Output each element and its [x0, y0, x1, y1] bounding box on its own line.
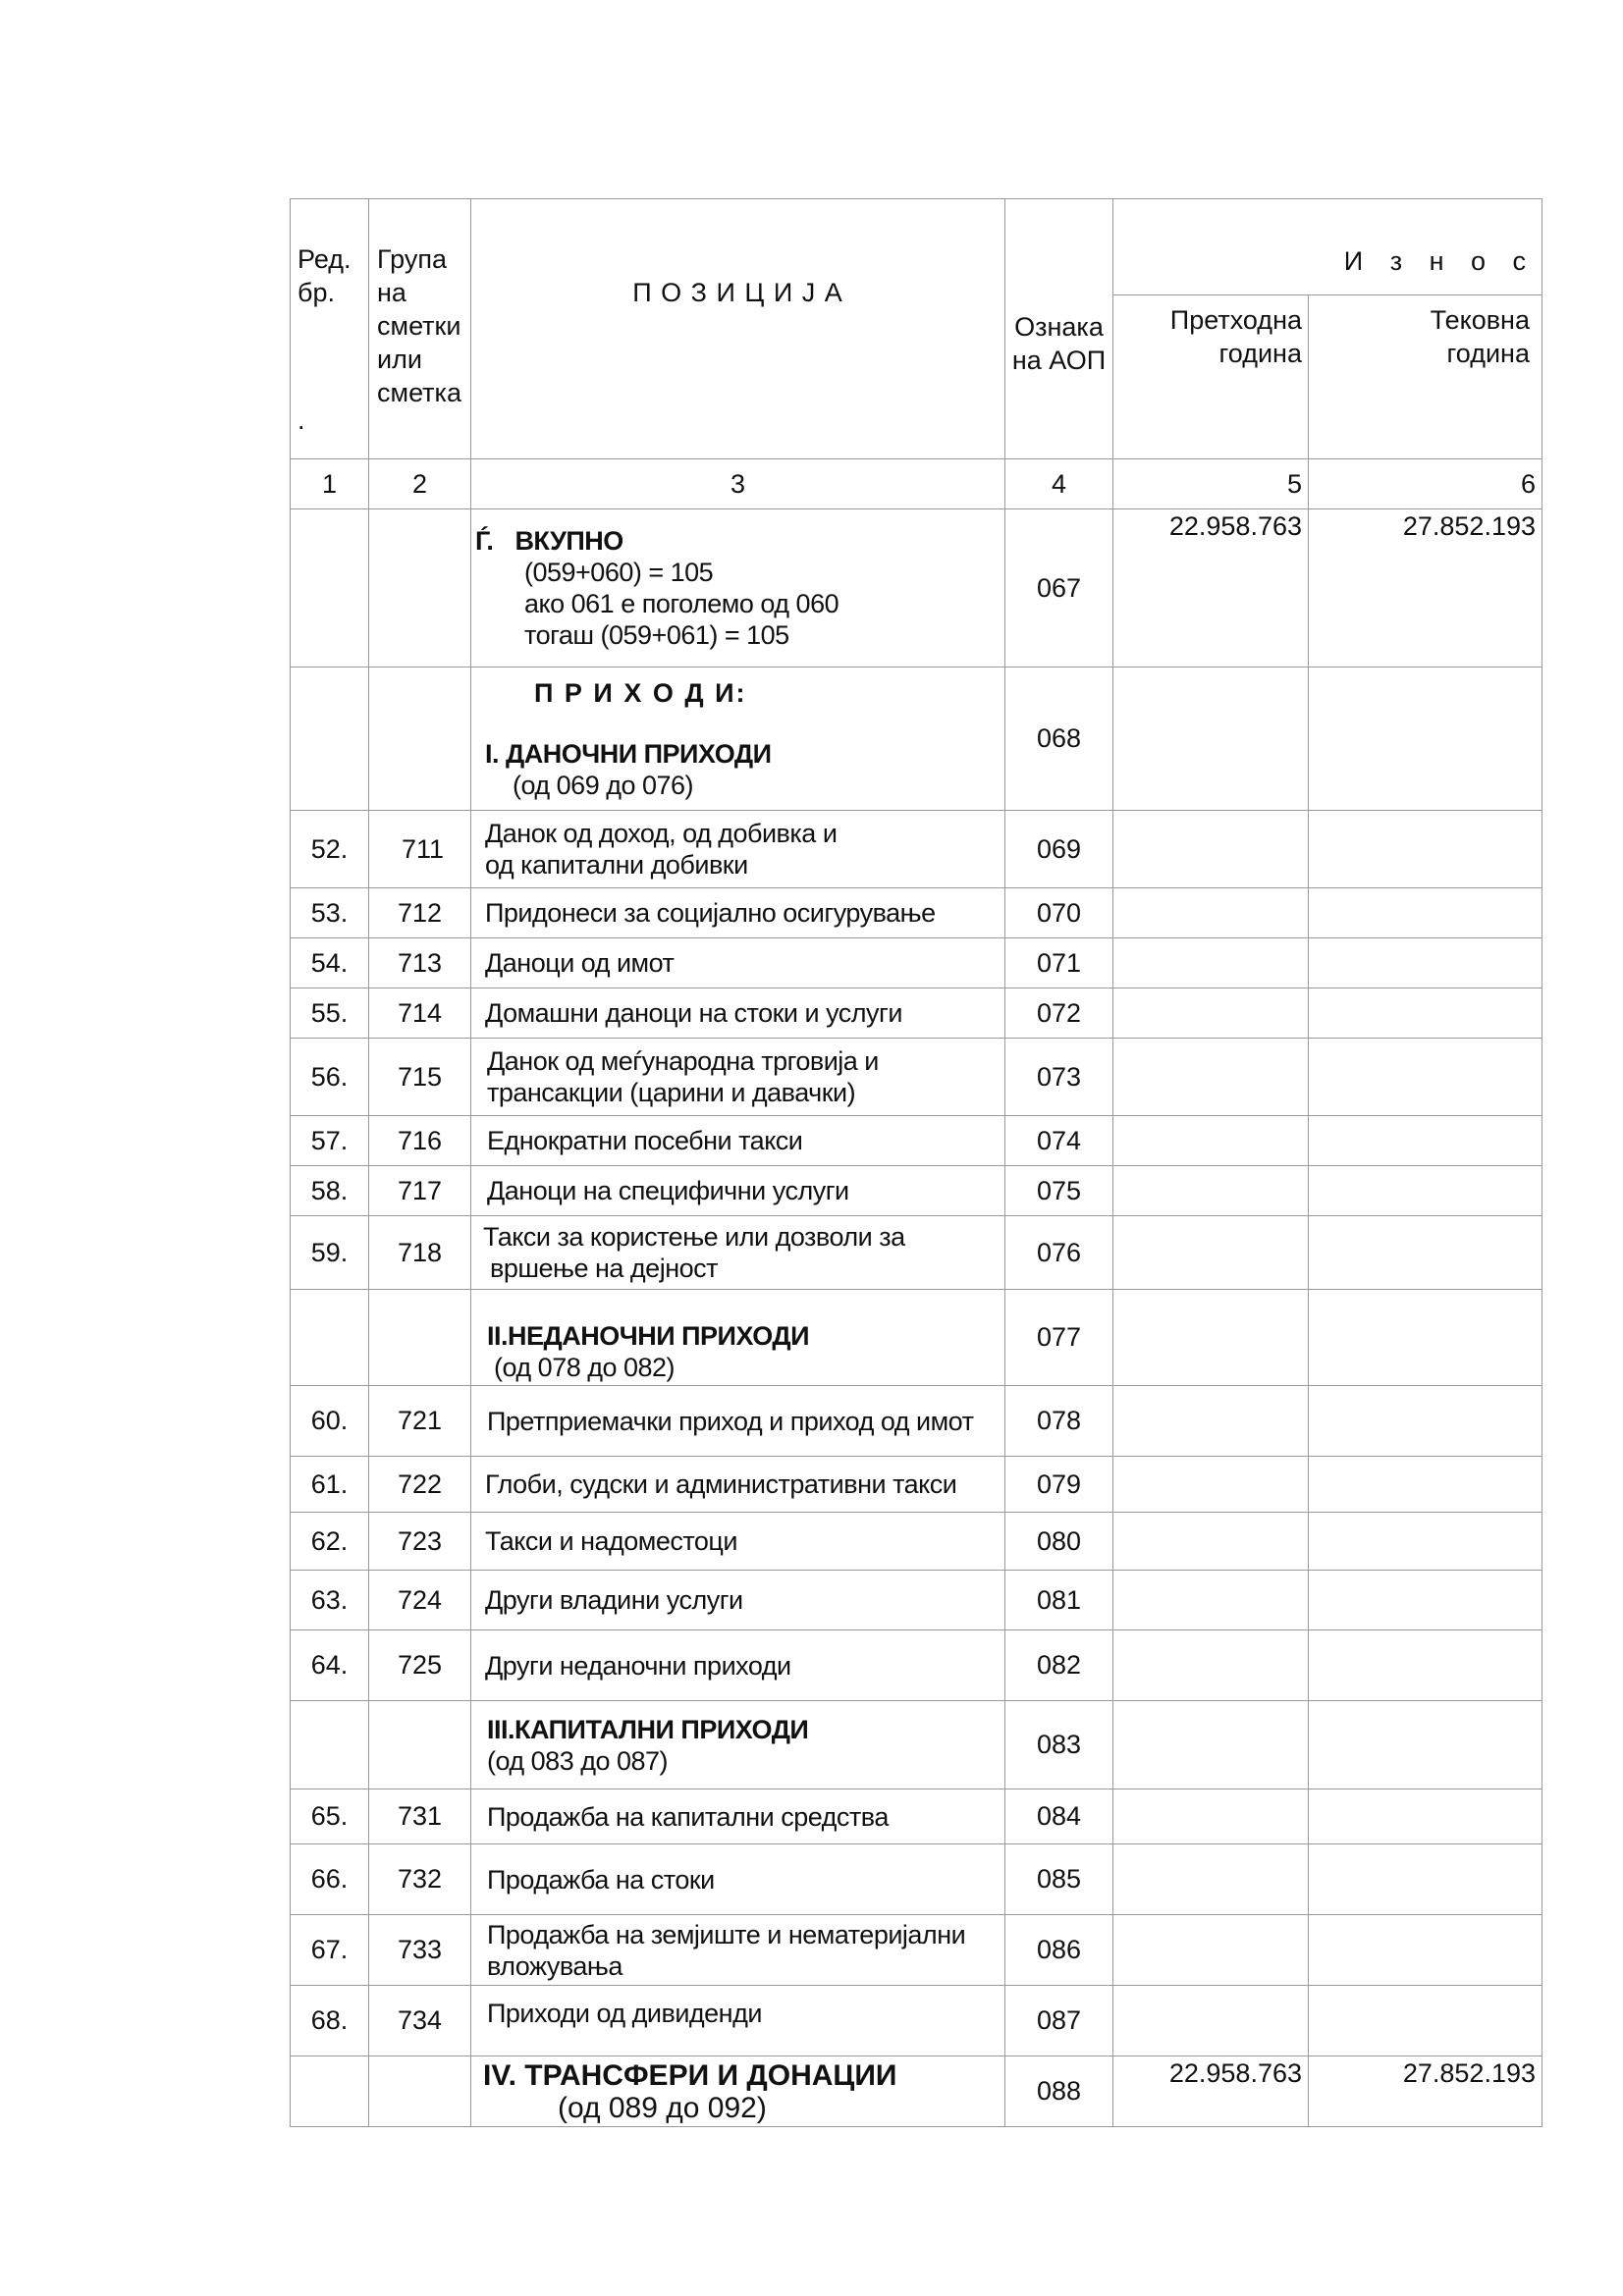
row-curr-amount: [1309, 1915, 1542, 1986]
header-prethodna: [1113, 295, 1309, 459]
row-prev-amount: 22.958.763: [1113, 2056, 1309, 2127]
row-acct: [369, 509, 471, 667]
row-aop: 079: [1005, 1457, 1113, 1513]
row-prev-amount: [1113, 667, 1309, 811]
total-line: ако 061 е поголемо од 060: [524, 589, 839, 618]
row-position: Глоби, судски и административни такси: [471, 1457, 1005, 1513]
row-position-line: вршење на дејност: [483, 1254, 718, 1283]
row-acct: 732: [369, 1844, 471, 1915]
row-no: 64.: [291, 1630, 369, 1701]
table-row: [291, 667, 1542, 811]
table-row: [291, 1116, 1542, 1166]
row-position: [471, 2056, 1005, 2127]
row-aop: 084: [1005, 1789, 1113, 1844]
row-acct: 731: [369, 1789, 471, 1844]
col-num: 1: [291, 459, 369, 509]
row-no: [291, 1290, 369, 1386]
row-acct: 716: [369, 1116, 471, 1166]
row-acct: 734: [369, 1986, 471, 2056]
row-position-line: Продажба на земјиште и нематеријални: [487, 1919, 966, 1949]
row-prev-amount: [1113, 1386, 1309, 1457]
header-red-br-dot: .: [298, 405, 305, 435]
row-position: Продажба на стоки: [471, 1844, 1005, 1915]
row-acct: 713: [369, 938, 471, 988]
section-title: III.КАПИТАЛНИ ПРИХОДИ: [487, 1714, 809, 1744]
row-aop: 087: [1005, 1986, 1113, 2056]
row-aop: 069: [1005, 811, 1113, 888]
row-aop: 071: [1005, 938, 1113, 988]
row-position: Претприемачки приход и приход од имот: [471, 1386, 1005, 1457]
row-no: 55.: [291, 988, 369, 1039]
row-position: Такси и надоместоци: [471, 1513, 1005, 1571]
total-letter: Ѓ.: [475, 526, 494, 556]
row-aop: 088: [1005, 2056, 1113, 2127]
row-no: 61.: [291, 1457, 369, 1513]
row-prev-amount: [1113, 1789, 1309, 1844]
row-acct: 725: [369, 1630, 471, 1701]
col-num: 3: [471, 459, 1005, 509]
row-curr-amount: [1309, 1457, 1542, 1513]
table-row: [291, 1457, 1542, 1513]
row-no: [291, 509, 369, 667]
row-curr-amount: [1309, 1039, 1542, 1116]
row-acct: 724: [369, 1571, 471, 1630]
row-acct: [369, 1701, 471, 1789]
header-grupa-line: сметки: [377, 311, 461, 341]
row-no: 53.: [291, 888, 369, 938]
section-title: I. ДАНОЧНИ ПРИХОДИ: [485, 738, 772, 769]
table-row: [291, 1789, 1542, 1844]
row-curr-amount: [1309, 667, 1542, 811]
row-prev-amount: [1113, 1915, 1309, 1986]
row-aop: 067: [1005, 509, 1113, 667]
header-grupa-line: сметка: [377, 378, 461, 407]
row-aop: 070: [1005, 888, 1113, 938]
row-prev-amount: 22.958.763: [1113, 509, 1309, 667]
row-no: 66.: [291, 1844, 369, 1915]
row-position: [471, 1915, 1005, 1986]
row-acct: [369, 2056, 471, 2127]
total-title: ВКУПНО: [514, 526, 623, 556]
row-no: 67.: [291, 1915, 369, 1986]
col-num: 4: [1005, 459, 1113, 509]
header-oznaka-line: Ознака: [1014, 312, 1104, 342]
table-row: [291, 1915, 1542, 1986]
row-curr-amount: [1309, 1571, 1542, 1630]
table-row: [291, 1630, 1542, 1701]
row-position: Продажба на капитални средства: [471, 1789, 1005, 1844]
row-acct: 722: [369, 1457, 471, 1513]
row-aop: 085: [1005, 1844, 1113, 1915]
row-position: Придонеси за социјално осигурување: [471, 888, 1005, 938]
row-position-line: трансакции (царини и давачки): [487, 1078, 856, 1107]
row-prev-amount: [1113, 1166, 1309, 1216]
table-row: [291, 2056, 1542, 2127]
table-row: [291, 888, 1542, 938]
row-acct: [369, 667, 471, 811]
row-curr-amount: [1309, 888, 1542, 938]
header-tekovna-line: година: [1446, 339, 1530, 368]
table-row: [291, 938, 1542, 988]
row-aop: 072: [1005, 988, 1113, 1039]
row-aop: 073: [1005, 1039, 1113, 1116]
col-num: 5: [1113, 459, 1309, 509]
row-curr-amount: [1309, 1386, 1542, 1457]
header-tekovna: [1309, 295, 1542, 459]
row-acct: 723: [369, 1513, 471, 1571]
row-position: Други неданочни приходи: [471, 1630, 1005, 1701]
row-no: 57.: [291, 1116, 369, 1166]
row-position: Приходи од дивиденди: [471, 1986, 1005, 2056]
row-prev-amount: [1113, 1701, 1309, 1789]
row-position-line: од капитални добивки: [485, 850, 748, 880]
row-curr-amount: [1309, 988, 1542, 1039]
row-prev-amount: [1113, 1513, 1309, 1571]
col-num: 2: [369, 459, 471, 509]
row-aop: 076: [1005, 1216, 1113, 1290]
row-acct: 718: [369, 1216, 471, 1290]
row-prev-amount: [1113, 888, 1309, 938]
header-tekovna-line: Тековна: [1430, 305, 1530, 335]
table-row: [291, 1386, 1542, 1457]
header-grupa-line: на: [377, 278, 406, 307]
table-row: [291, 1844, 1542, 1915]
section-range: (од 069 до 076): [513, 770, 694, 800]
row-no: 68.: [291, 1986, 369, 2056]
section-range: (од 083 до 087): [487, 1745, 669, 1776]
row-acct: [369, 1290, 471, 1386]
header-prethodna-line: Претходна: [1169, 305, 1302, 335]
section-heading: П Р И Х О Д И:: [534, 677, 747, 708]
row-aop: 078: [1005, 1386, 1113, 1457]
row-prev-amount: [1113, 1039, 1309, 1116]
row-acct: 733: [369, 1915, 471, 1986]
row-no: [291, 2056, 369, 2127]
row-no: 62.: [291, 1513, 369, 1571]
section-title: II.НЕДАНОЧНИ ПРИХОДИ: [487, 1320, 810, 1351]
row-no: 59.: [291, 1216, 369, 1290]
row-curr-amount: 27.852.193: [1309, 509, 1542, 667]
row-acct: 717: [369, 1166, 471, 1216]
row-curr-amount: [1309, 1513, 1542, 1571]
header-iznos: [1113, 199, 1542, 295]
row-no: [291, 667, 369, 811]
row-prev-amount: [1113, 1986, 1309, 2056]
row-acct: 721: [369, 1386, 471, 1457]
row-prev-amount: [1113, 1116, 1309, 1166]
row-aop: 075: [1005, 1166, 1113, 1216]
header-red-br: [291, 199, 369, 459]
table-row: [291, 1701, 1542, 1789]
total-line: (059+060) = 105: [524, 558, 714, 587]
row-curr-amount: [1309, 811, 1542, 888]
row-curr-amount: [1309, 1116, 1542, 1166]
row-position: Домашни даноци на стоки и услуги: [471, 988, 1005, 1039]
row-position-line: Данок од доход, од добивка и: [485, 819, 838, 848]
row-curr-amount: 27.852.193: [1309, 2056, 1542, 2127]
row-no: 54.: [291, 938, 369, 988]
table-row: [291, 988, 1542, 1039]
row-prev-amount: [1113, 988, 1309, 1039]
row-acct: 715: [369, 1039, 471, 1116]
row-curr-amount: [1309, 1290, 1542, 1386]
row-aop: 083: [1005, 1701, 1113, 1789]
row-position-line: Такси за користење или дозволи за: [483, 1222, 905, 1252]
row-no: 63.: [291, 1571, 369, 1630]
table-row: [291, 509, 1542, 667]
header-grupa-line: Група: [377, 244, 447, 274]
row-no: [291, 1701, 369, 1789]
header-iznos-label: И з н о с: [1343, 246, 1536, 276]
row-no: 56.: [291, 1039, 369, 1116]
row-no: 60.: [291, 1386, 369, 1457]
row-position: [471, 1290, 1005, 1386]
column-number-row: [291, 459, 1542, 509]
row-acct: 711: [369, 811, 471, 888]
row-aop: 074: [1005, 1116, 1113, 1166]
row-no: 65.: [291, 1789, 369, 1844]
row-curr-amount: [1309, 1844, 1542, 1915]
row-curr-amount: [1309, 1986, 1542, 2056]
table-row: [291, 811, 1542, 888]
row-prev-amount: [1113, 1457, 1309, 1513]
header-pozicija: [471, 199, 1005, 459]
row-prev-amount: [1113, 1844, 1309, 1915]
balance-table: [290, 198, 1542, 2127]
row-aop: 081: [1005, 1571, 1113, 1630]
table-row: [291, 1513, 1542, 1571]
header-grupa-line: или: [377, 345, 422, 374]
row-acct: 712: [369, 888, 471, 938]
row-aop: 082: [1005, 1630, 1113, 1701]
row-position: Други владини услуги: [471, 1571, 1005, 1630]
row-no: 58.: [291, 1166, 369, 1216]
row-position: [471, 667, 1005, 811]
row-curr-amount: [1309, 1166, 1542, 1216]
row-position: [471, 1039, 1005, 1116]
row-position: [471, 1216, 1005, 1290]
row-prev-amount: [1113, 1630, 1309, 1701]
row-prev-amount: [1113, 1216, 1309, 1290]
section-range: (од 089 до 092): [558, 2091, 767, 2124]
row-position: Даноци на специфични услуги: [471, 1166, 1005, 1216]
row-position-line: вложувања: [487, 1950, 622, 1981]
row-no: 52.: [291, 811, 369, 888]
row-curr-amount: [1309, 938, 1542, 988]
row-curr-amount: [1309, 1630, 1542, 1701]
table-row: [291, 1216, 1542, 1290]
row-curr-amount: [1309, 1701, 1542, 1789]
table-row: [291, 1986, 1542, 2056]
table-row: [291, 1290, 1542, 1386]
row-acct: 714: [369, 988, 471, 1039]
row-position: Даноци од имот: [471, 938, 1005, 988]
row-aop: 077: [1005, 1290, 1113, 1386]
header-oznaka-line: на АОП: [1011, 346, 1107, 375]
row-prev-amount: [1113, 1571, 1309, 1630]
row-prev-amount: [1113, 811, 1309, 888]
table-row: [291, 1039, 1542, 1116]
total-line: тогаш (059+061) = 105: [524, 620, 789, 650]
header-red-br-label: Ред. бр.: [298, 244, 352, 307]
row-prev-amount: [1113, 938, 1309, 988]
section-range: (од 078 до 082): [487, 1352, 676, 1382]
header-prethodna-line: година: [1218, 339, 1302, 368]
row-prev-amount: [1113, 1290, 1309, 1386]
row-position: [471, 811, 1005, 888]
row-position-line: Данок од меѓународна трговија и: [487, 1046, 879, 1076]
row-position: [471, 1701, 1005, 1789]
section-title: IV. ТРАНСФЕРИ И ДОНАЦИИ: [483, 2058, 897, 2092]
row-aop: 068: [1005, 667, 1113, 811]
row-aop: 086: [1005, 1915, 1113, 1986]
header-pozicija-label: П О З И Ц И Ј А: [632, 278, 843, 307]
header-grupa: [369, 199, 471, 459]
row-curr-amount: [1309, 1216, 1542, 1290]
row-curr-amount: [1309, 1789, 1542, 1844]
table-row: [291, 1571, 1542, 1630]
table-row: [291, 1166, 1542, 1216]
row-position: Еднократни посебни такси: [471, 1116, 1005, 1166]
row-aop: 080: [1005, 1513, 1113, 1571]
row-position: [471, 509, 1005, 667]
header-oznaka: [1005, 199, 1113, 459]
col-num: 6: [1309, 459, 1542, 509]
